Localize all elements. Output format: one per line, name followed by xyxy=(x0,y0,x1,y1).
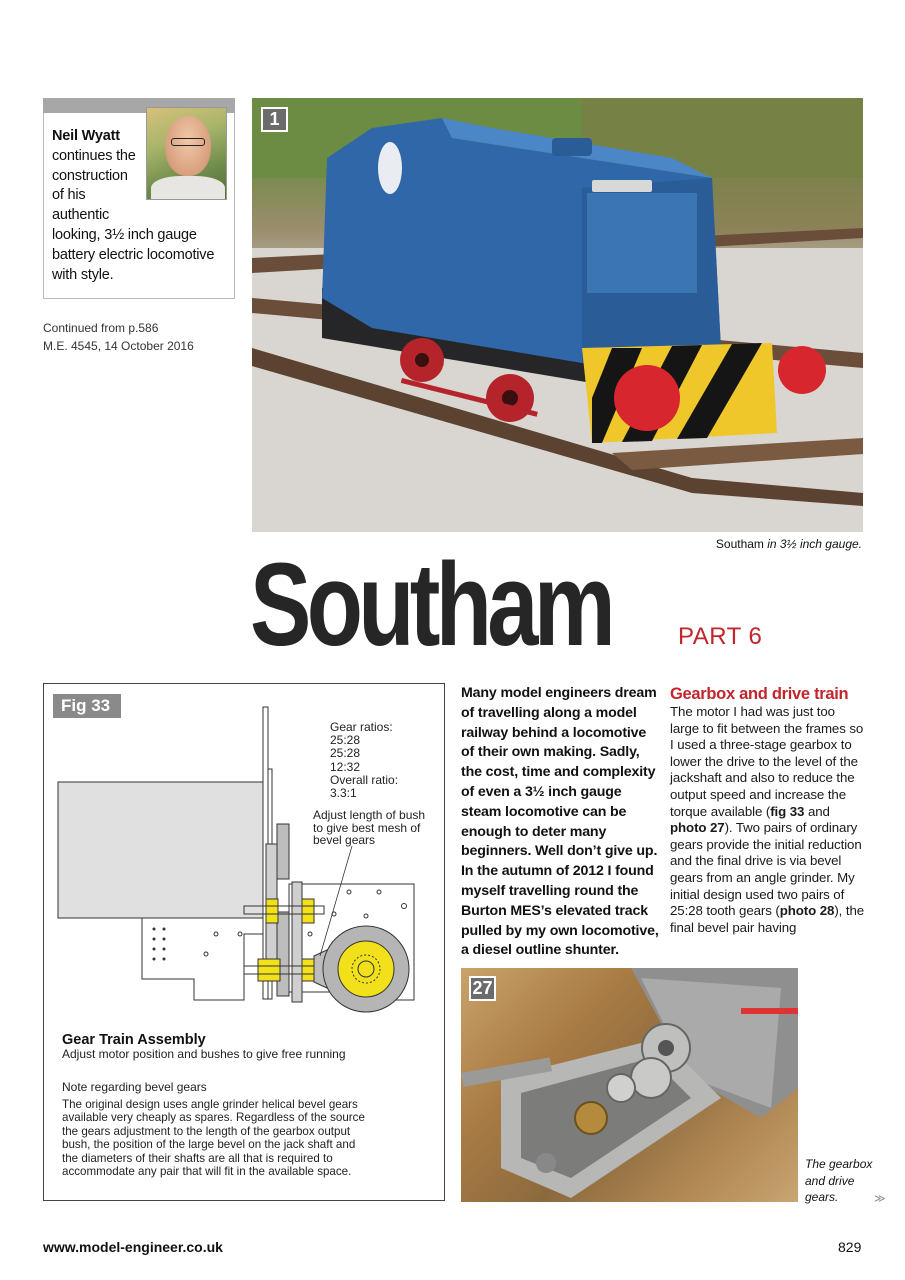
cab-window xyxy=(378,142,402,194)
intro-line: of even a 3½ inch gauge xyxy=(461,783,622,800)
wire xyxy=(741,1008,798,1014)
ratio-line: 12:32 xyxy=(330,759,361,774)
footer-url: www.model-engineer.co.uk xyxy=(43,1239,223,1255)
body-text: and xyxy=(804,803,830,819)
bush xyxy=(266,899,278,923)
intro-line: Burton MES’s elevated track xyxy=(461,902,649,919)
bevel-note-line: available very cheaply as spares. Regardless of the source xyxy=(62,1111,365,1125)
bush xyxy=(302,899,314,923)
caption-line: gears. xyxy=(805,1190,839,1204)
photo1-caption xyxy=(600,537,862,551)
bush xyxy=(302,959,314,981)
intro-line: In the autumn of 2012 I found xyxy=(461,863,654,880)
bolt xyxy=(536,1153,556,1173)
bush-note xyxy=(313,809,443,847)
portrait-shirt xyxy=(151,176,225,200)
bush-note-line: bevel gears xyxy=(313,833,376,848)
body-text: ), the final bevel pair having xyxy=(670,903,865,935)
ratio-line: Gear ratios: xyxy=(330,720,393,734)
intro-line: the cost, time and complexity xyxy=(461,764,656,781)
author-line: construction xyxy=(52,167,128,184)
author-name: Neil Wyatt xyxy=(52,128,120,144)
caption-rest: in 3½ inch gauge. xyxy=(763,537,862,551)
caption-line: and drive xyxy=(805,1173,855,1188)
hole xyxy=(163,948,166,951)
issue-line: M.E. 4545, 14 October 2016 xyxy=(43,338,194,353)
intro-line: a diesel outline shunter. xyxy=(461,942,619,959)
continued-line: Continued from p.586 xyxy=(43,321,159,335)
intro-line: of their own making. Sadly, xyxy=(461,744,640,761)
bush xyxy=(258,959,280,981)
portrait-head xyxy=(165,116,211,176)
author-line: authentic xyxy=(52,207,110,224)
author-line: continues the xyxy=(52,147,136,164)
author-portrait xyxy=(146,107,227,200)
ratio-line: 25:28 xyxy=(330,746,361,761)
ratio-line: 3.3:1 xyxy=(330,786,357,801)
locomotive-illustration xyxy=(252,98,863,532)
gear xyxy=(277,912,289,996)
page-number: 829 xyxy=(838,1239,862,1255)
fig-33-ref: fig 33 xyxy=(770,803,805,819)
section-heading: Gearbox and drive train xyxy=(670,685,849,703)
intro-line: pulled by my own locomotive, xyxy=(461,922,659,939)
ratio-line: 25:28 xyxy=(330,733,361,748)
assembly-title: Gear Train Assembly xyxy=(62,1032,206,1048)
intro-paragraph xyxy=(461,684,659,961)
continued-note xyxy=(43,320,194,355)
gearbox-photo xyxy=(461,968,798,1202)
gearbox-section xyxy=(670,684,866,936)
body-text: ). Two pairs of ordinary gears provide the initial reduction and the final drive is via bevel gears from an angle grinder. My initial design used two pairs of 25:28 tooth gears ( xyxy=(670,820,862,919)
hole xyxy=(153,958,156,961)
gearbox-illustration xyxy=(461,968,798,1202)
bevel-note-line: the diameters of their shafts are all that is required to xyxy=(62,1151,333,1165)
article-title: Southam xyxy=(250,539,611,671)
radiator-grille xyxy=(587,193,697,293)
intro-line: enough to deter many xyxy=(461,823,607,840)
gear xyxy=(631,1058,671,1098)
locomotive-photo xyxy=(252,98,863,532)
exhaust-stack xyxy=(552,138,592,156)
author-line: with style. xyxy=(52,266,114,283)
bevel-note-line: the gears adjustment to the length of the gearbox output xyxy=(62,1124,351,1138)
gear-hub xyxy=(658,1040,674,1056)
bevel-note-line: The original design uses angle grinder helical bevel gears xyxy=(62,1098,358,1111)
photo-number: 27 xyxy=(469,976,496,1001)
motor xyxy=(58,782,263,918)
intro-line: steam locomotive can be xyxy=(461,803,627,820)
gear xyxy=(277,824,289,879)
buffer-right xyxy=(778,346,826,394)
hole xyxy=(163,938,166,941)
hole xyxy=(153,938,156,941)
author-box xyxy=(43,98,235,299)
bevel-note-line: bush, the position of the large bevel on the jack shaft and xyxy=(62,1138,356,1152)
bevel-note-heading: Note regarding bevel gears xyxy=(62,1080,207,1094)
intro-line: myself travelling round the xyxy=(461,882,639,899)
hole xyxy=(163,928,166,931)
bevel-note-body xyxy=(62,1098,402,1178)
frame-lower xyxy=(142,918,263,1000)
intro-line: railway behind a locomotive xyxy=(461,724,647,741)
hole xyxy=(153,928,156,931)
figure-33 xyxy=(43,683,445,1201)
hole xyxy=(153,948,156,951)
wheel-hub xyxy=(415,353,429,367)
bush-note-line: Adjust length of bush xyxy=(313,808,426,822)
continue-icon: ≫ xyxy=(874,1193,886,1205)
intro-line: beginners. Well don’t give up. xyxy=(461,843,658,860)
photo27-caption xyxy=(805,1156,875,1206)
intro-line: Many model engineers dream xyxy=(461,685,657,701)
bevel-gear xyxy=(575,1102,607,1134)
bevel-note-line: accommodate any pair that will fit in the available space. xyxy=(62,1165,352,1179)
section-body xyxy=(670,704,866,936)
maker-plate xyxy=(592,180,652,192)
author-line: looking, 3½ inch gauge xyxy=(52,226,197,243)
gear xyxy=(607,1074,635,1102)
photo-28-ref: photo 28 xyxy=(779,903,835,919)
caption-line: The gearbox xyxy=(805,1157,873,1171)
bush-note-line: to give best mesh of xyxy=(313,820,421,835)
hole xyxy=(163,958,166,961)
bevel-hub xyxy=(338,941,394,997)
intro-line: of travelling along a model xyxy=(461,704,637,721)
body-text: The motor I had was just too large to fit between the frames so I used a three-stage gearbox to lower the drive to the level of the jackshaft and also to reduce the output speed and increase the torque available ( xyxy=(670,704,864,819)
author-line: of his xyxy=(52,187,86,204)
photo-27-ref: photo 27 xyxy=(670,820,725,836)
gear xyxy=(292,882,302,1002)
portrait-glasses xyxy=(171,138,205,146)
buffer-left xyxy=(614,365,680,431)
author-line: battery electric locomotive xyxy=(52,246,215,263)
assembly-subtitle: Adjust motor position and bushes to give free running xyxy=(62,1047,346,1061)
ratio-line: Overall ratio: xyxy=(330,772,399,787)
gear-ratios-note xyxy=(330,721,398,800)
part-label: PART 6 xyxy=(678,623,763,650)
figure-tag: Fig 33 xyxy=(53,694,121,718)
photo-number: 1 xyxy=(261,107,288,132)
caption-loco-name: Southam xyxy=(715,537,764,551)
